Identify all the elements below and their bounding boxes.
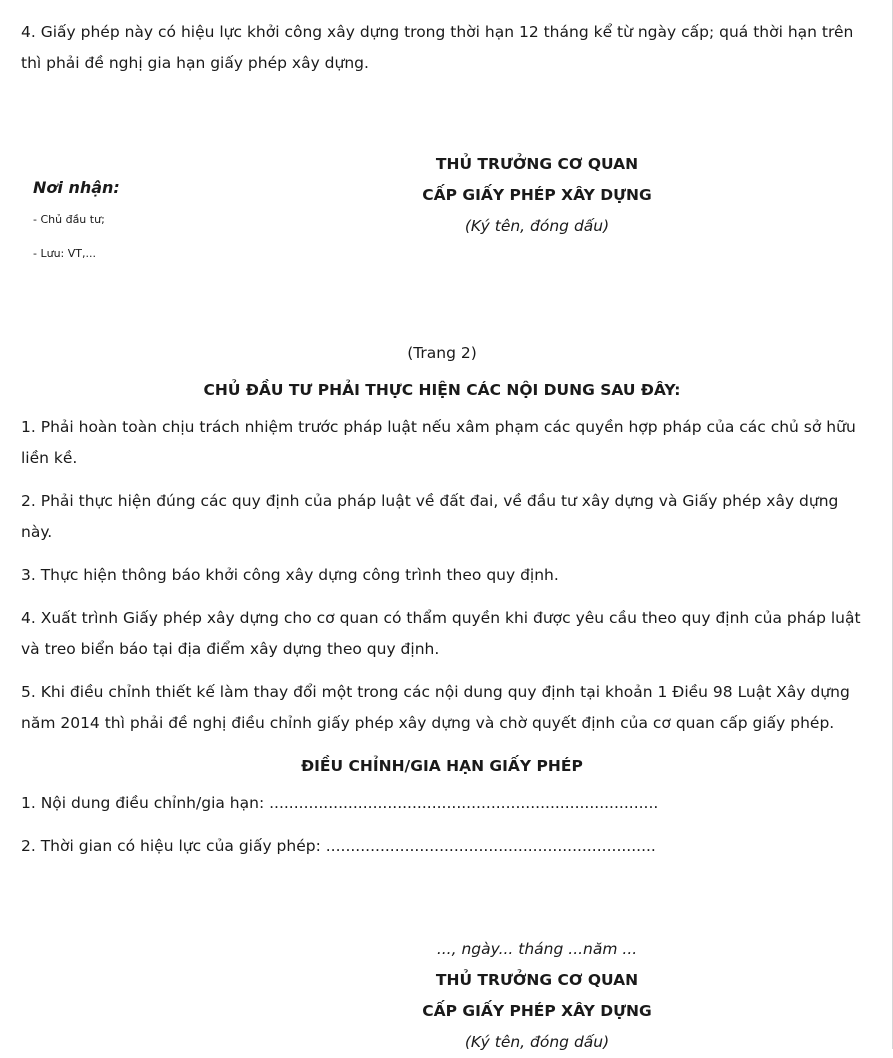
- obligation-item: 4. Xuất trình Giấy phép xây dựng cho cơ quan có thẩm quyền khi được yêu cầu theo quy định của pháp luật và treo biển báo tại địa điểm xây dựng theo quy định.: [21, 609, 861, 658]
- obligation-item: 5. Khi điều chỉnh thiết kế làm thay đổi một trong các nội dung quy định tại khoản 1 Điều 98 Luật Xây dựng năm 2014 thì phải đề nghị điều chỉnh giấy phép xây dựng và chờ quyết định của cơ quan cấp giấy phép.: [21, 683, 850, 732]
- signer-note: (Ký tên, đóng dấu): [464, 217, 610, 235]
- signer-title-line1: THỦ TRƯỞNG CƠ QUAN: [435, 155, 639, 173]
- adjustment-item: 1. Nội dung điều chỉnh/gia hạn: ...............................................................................: [21, 794, 659, 812]
- signature-block-1: [21, 149, 863, 289]
- intro-item: 4. Giấy phép này có hiệu lực khởi công xây dựng trong thời hạn 12 tháng kể từ ngày cấp; quá thời hạn trên thì phải đề nghị gia hạn giấy phép xây dựng.: [21, 23, 854, 72]
- page-label: (Trang 2): [407, 344, 477, 362]
- signer-title-line2: CẤP GIẤY PHÉP XÂY DỰNG: [422, 186, 652, 204]
- obligation-item: 1. Phải hoàn toàn chịu trách nhiệm trước pháp luật nếu xâm phạm các quyền hợp pháp của các chủ sở hữu liền kề.: [21, 418, 856, 467]
- signature-block-2: [357, 934, 717, 1058]
- adjustment-title: ĐIỀU CHỈNH/GIA HẠN GIẤY PHÉP: [301, 757, 583, 775]
- obligations-title: CHỦ ĐẦU TƯ PHẢI THỰC HIỆN CÁC NỘI DUNG SAU ĐÂY:: [203, 381, 681, 399]
- adjustment-item: 2. Thời gian có hiệu lực của giấy phép: ...................................................................: [21, 837, 656, 855]
- signer-1: [357, 149, 717, 242]
- recipients-title: Nơi nhận:: [33, 178, 120, 197]
- adjustment-list: [21, 788, 863, 862]
- document-body: [21, 17, 863, 1058]
- signer-note: (Ký tên, đóng dấu): [464, 1033, 610, 1051]
- obligations-list: [21, 412, 863, 739]
- recipient-item: - Lưu: VT,...: [33, 247, 96, 260]
- signer-title-line1: THỦ TRƯỞNG CƠ QUAN: [435, 971, 639, 989]
- signer-title-line2: CẤP GIẤY PHÉP XÂY DỰNG: [422, 1002, 652, 1020]
- recipients: [33, 176, 293, 261]
- date-line: ..., ngày... tháng ...năm ...: [436, 940, 638, 958]
- obligation-item: 3. Thực hiện thông báo khởi công xây dựng công trình theo quy định.: [21, 566, 559, 584]
- obligation-item: 2. Phải thực hiện đúng các quy định của pháp luật về đất đai, về đầu tư xây dựng và Giấy phép xây dựng này.: [21, 492, 839, 541]
- recipient-item: - Chủ đầu tư;: [33, 213, 105, 226]
